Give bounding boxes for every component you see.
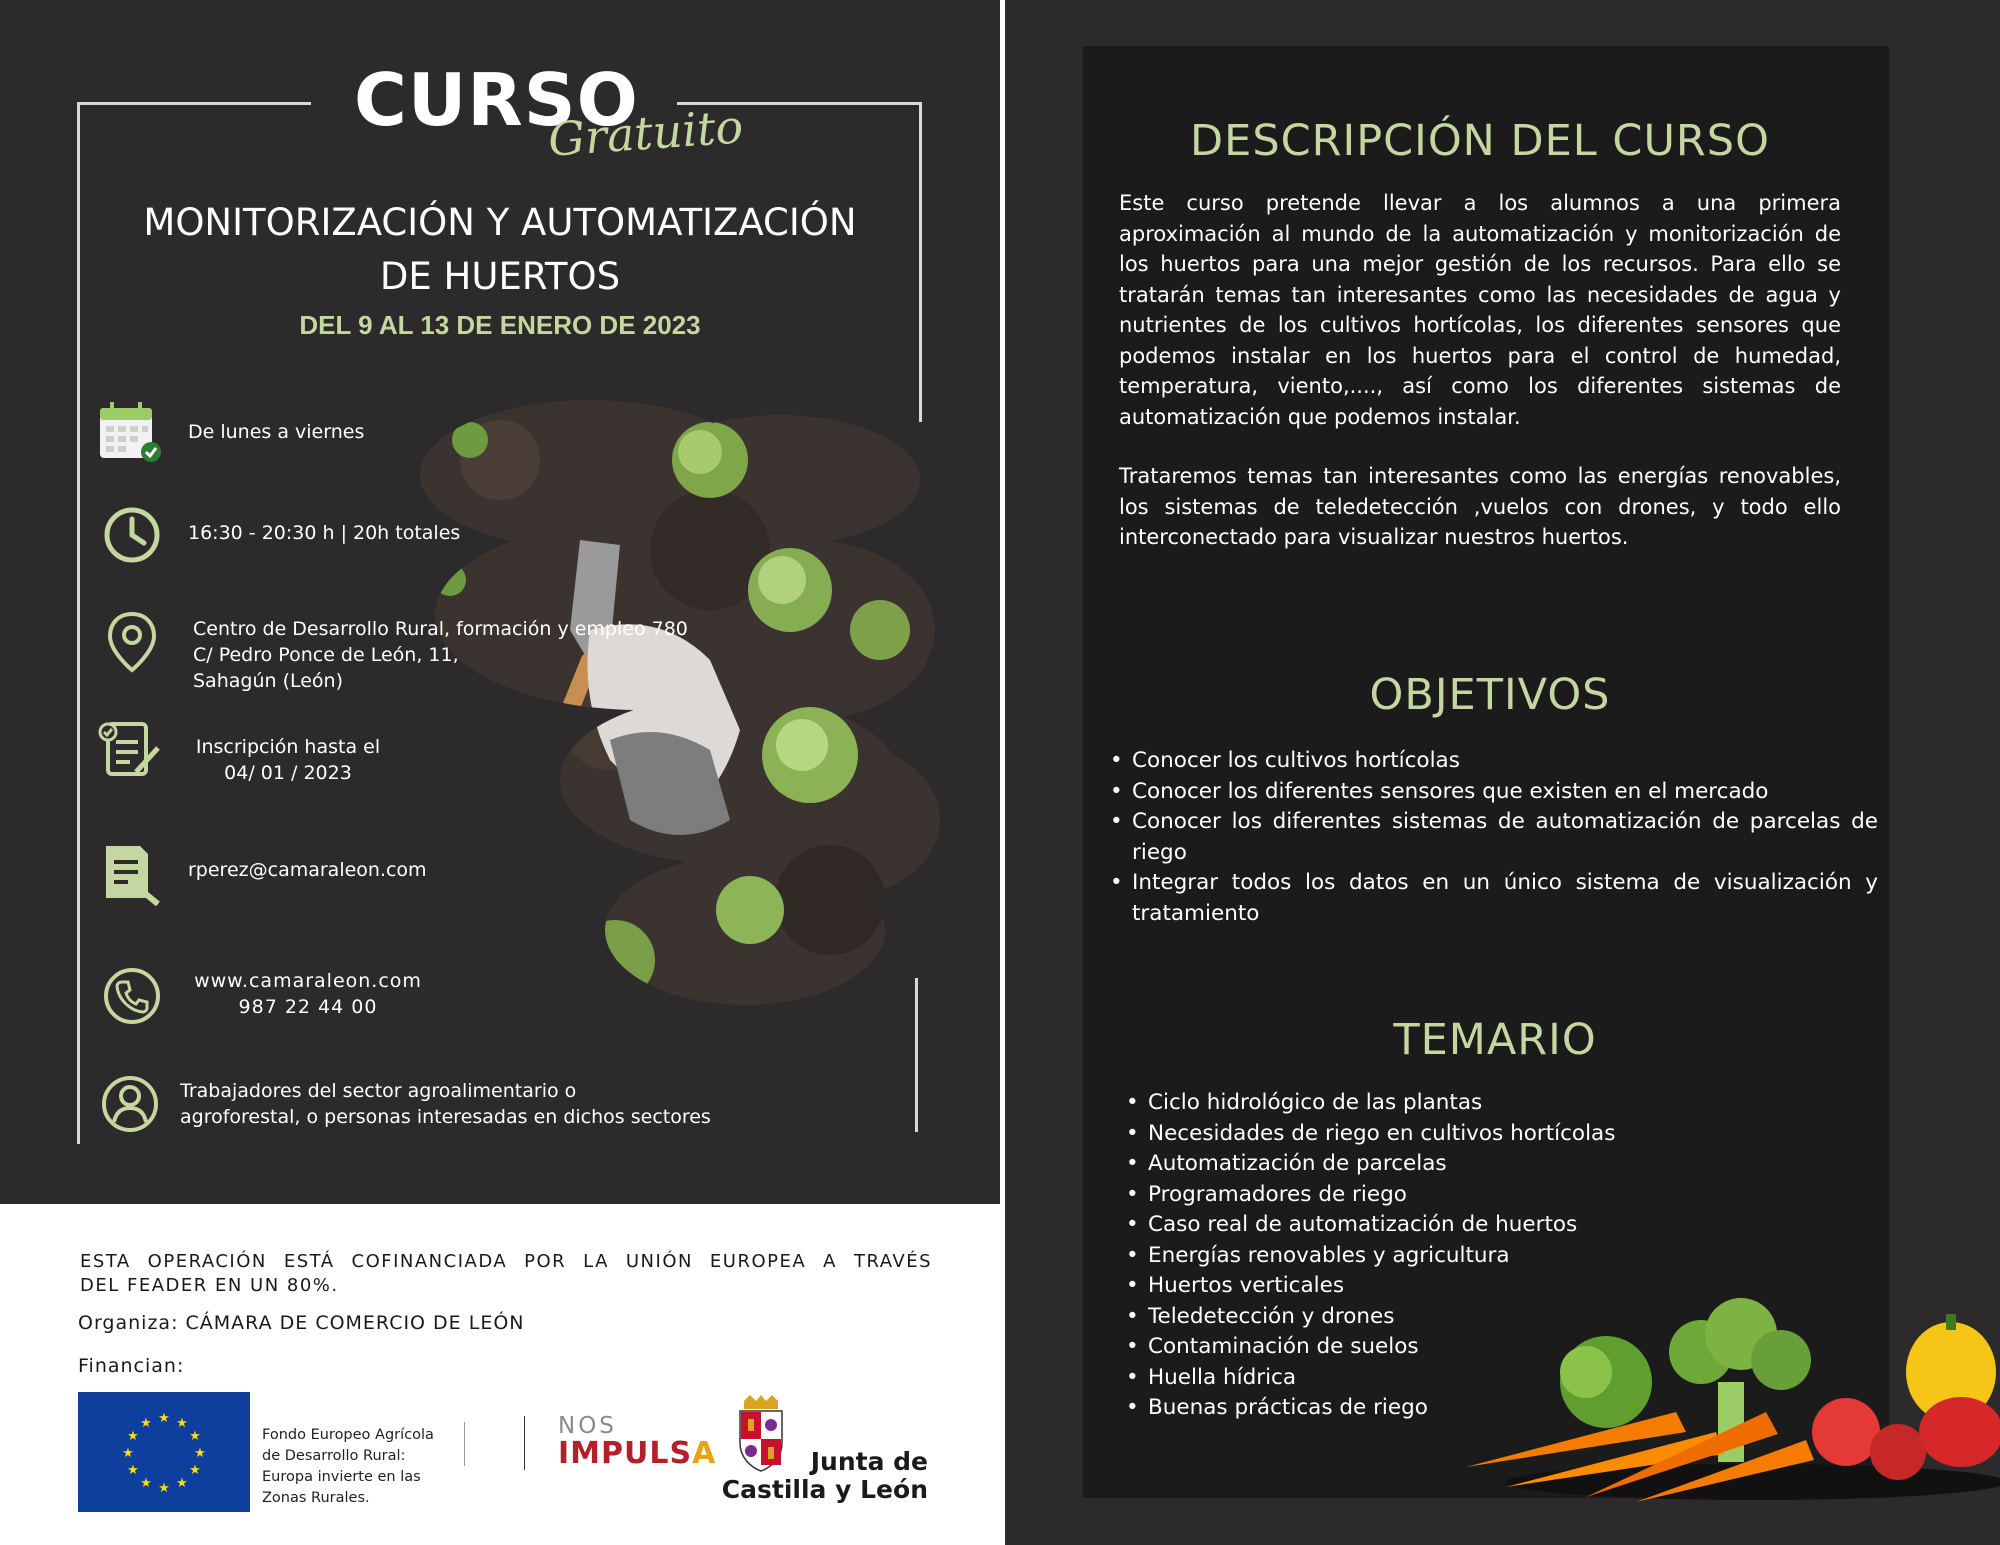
user-icon xyxy=(98,1072,162,1136)
objective-item: • Conocer los diferentes sensores que existen en el mercado xyxy=(1110,777,1878,808)
syllabus-item: • Ciclo hidrológico de las plantas xyxy=(1126,1088,1726,1119)
description-paragraph-1: Este curso pretende llevar a los alumnos a una primera aproximación al mundo de la automatización y monitorización de los huertos para una mejor gestión de los recursos. Para ello se tratarán temas tan interesantes como las necesidades de agua y nutrientes de los cultivos hortícolas, los diferentes sensores que podemos instalar en los huertos para el control de humedad, temperatura, viento,...., así como los diferentes sistemas de automatización que podemos instalar. xyxy=(1119,191,1841,429)
svg-text:★: ★ xyxy=(189,1429,201,1444)
svg-text:★: ★ xyxy=(140,1476,152,1491)
target-audience xyxy=(180,1078,711,1130)
syllabus-item: • Programadores de riego xyxy=(1126,1180,1726,1211)
registration-deadline xyxy=(188,734,388,786)
syllabus-item: • Teledetección y drones xyxy=(1126,1302,1726,1333)
syllabus-item: • Caso real de automatización de huertos xyxy=(1126,1210,1726,1241)
location-line3: Sahagún (León) xyxy=(193,670,344,692)
frame-top-left xyxy=(77,102,311,105)
svg-text:★: ★ xyxy=(189,1463,201,1478)
organizer: Organiza: CÁMARA DE COMERCIO DE LEÓN xyxy=(78,1312,525,1334)
svg-text:★: ★ xyxy=(194,1446,206,1461)
syllabus-item: • Huertos verticales xyxy=(1126,1271,1726,1302)
nos-impulsa-logo xyxy=(558,1436,716,1471)
svg-text:★: ★ xyxy=(127,1429,139,1444)
nos-impulsa-nos: NOS xyxy=(558,1413,617,1439)
description-heading: DESCRIPCIÓN DEL CURSO xyxy=(1190,116,1770,166)
contact-email[interactable]: rperez@camaraleon.com xyxy=(188,859,427,881)
objective-item: • Conocer los diferentes sistemas de automatización de parcelas de riego xyxy=(1110,807,1878,868)
objectives-heading: OBJETIVOS xyxy=(1369,670,1611,720)
svg-text:★: ★ xyxy=(158,1411,170,1426)
feader-text xyxy=(262,1425,472,1509)
syllabus-item: • Necesidades de riego en cultivos hortícolas xyxy=(1126,1119,1726,1150)
course-title xyxy=(80,196,920,304)
jcyl-line1: Junta de xyxy=(810,1447,928,1476)
curso-heading: CURSO xyxy=(354,58,639,142)
syllabus-item: • Buenas prácticas de riego xyxy=(1126,1393,1726,1424)
cofinancing-line1: ESTA OPERACIÓN ESTÁ COFINANCIADA POR LA UNIÓN EUROPEA A TRAVÉS xyxy=(80,1251,932,1272)
description-paragraph-2: Trataremos temas tan interesantes como las energías renovables, los sistemas de teledetección ,vuelos con drones, y todo ello interconectado para visualizar nuestros huertos. xyxy=(1119,464,1841,549)
location-line2: C/ Pedro Ponce de León, 11, xyxy=(193,644,459,666)
jcyl-line2: Castilla y León xyxy=(721,1475,928,1504)
feader-line3: Europa invierte en las xyxy=(262,1469,421,1485)
phone-icon xyxy=(100,964,164,1028)
impulsa-a: A xyxy=(692,1436,717,1471)
location-pin-icon xyxy=(100,610,164,674)
syllabus-item: • Contaminación de suelos xyxy=(1126,1332,1726,1363)
calendar-icon xyxy=(98,400,162,464)
svg-text:★: ★ xyxy=(176,1416,188,1431)
syllabus-item: • Huella hídrica xyxy=(1126,1363,1726,1394)
audience-line2: agroforestal, o personas interesadas en dichos sectores xyxy=(180,1106,711,1128)
registration-line2: 04/ 01 / 2023 xyxy=(224,762,352,784)
gratuito-script: Gratuito xyxy=(546,99,745,167)
course-title-line1: MONITORIZACIÓN Y AUTOMATIZACIÓN xyxy=(143,201,857,244)
svg-text:★: ★ xyxy=(122,1446,134,1461)
junta-castilla-leon-text xyxy=(718,1448,928,1504)
logo-separator-2 xyxy=(524,1416,525,1470)
syllabus-heading: TEMARIO xyxy=(1393,1015,1597,1065)
impulsa-main: IMPULS xyxy=(558,1436,693,1471)
contact-web[interactable]: www.camaraleon.com xyxy=(194,970,422,992)
syllabus-item: • Automatización de parcelas xyxy=(1126,1149,1726,1180)
objectives-list xyxy=(1110,746,1878,929)
document-edit-icon xyxy=(100,842,164,906)
feader-line4: Zonas Rurales. xyxy=(262,1490,370,1506)
garden-photo-collage xyxy=(410,400,945,1005)
eu-flag-logo xyxy=(78,1392,250,1512)
clock-icon xyxy=(100,503,164,567)
course-title-line2: DE HUERTOS xyxy=(379,255,621,298)
schedule-hours: 16:30 - 20:30 h | 20h totales xyxy=(188,522,461,544)
contact-web-phone xyxy=(188,968,428,1020)
svg-text:★: ★ xyxy=(158,1481,170,1496)
svg-text:★: ★ xyxy=(127,1463,139,1478)
syllabus-item: • Energías renovables y agricultura xyxy=(1126,1241,1726,1272)
location-line1: Centro de Desarrollo Rural, formación y empleo 780 xyxy=(193,618,688,640)
feader-line2: de Desarrollo Rural: xyxy=(262,1448,406,1464)
cofinancing-line2: DEL FEADER EN UN 80%. xyxy=(80,1275,339,1296)
vegetables-image xyxy=(1466,1292,2000,1514)
course-dates: DEL 9 AL 13 DE ENERO DE 2023 xyxy=(299,310,701,340)
svg-text:★: ★ xyxy=(140,1416,152,1431)
contact-phone[interactable]: 987 22 44 00 xyxy=(238,996,378,1018)
registration-form-icon xyxy=(98,718,162,782)
location-address xyxy=(193,616,688,694)
objective-item: • Conocer los cultivos hortícolas xyxy=(1110,746,1878,777)
funders-label: Financian: xyxy=(78,1355,185,1377)
objective-item: • Integrar todos los datos en un único sistema de visualización y tratamiento xyxy=(1110,868,1878,929)
feader-line1: Fondo Europeo Agrícola xyxy=(262,1427,434,1443)
registration-line1: Inscripción hasta el xyxy=(195,736,381,758)
audience-line1: Trabajadores del sector agroalimentario o xyxy=(180,1080,577,1102)
svg-text:★: ★ xyxy=(176,1476,188,1491)
logo-separator-1 xyxy=(464,1422,465,1466)
schedule-days: De lunes a viernes xyxy=(188,421,365,443)
